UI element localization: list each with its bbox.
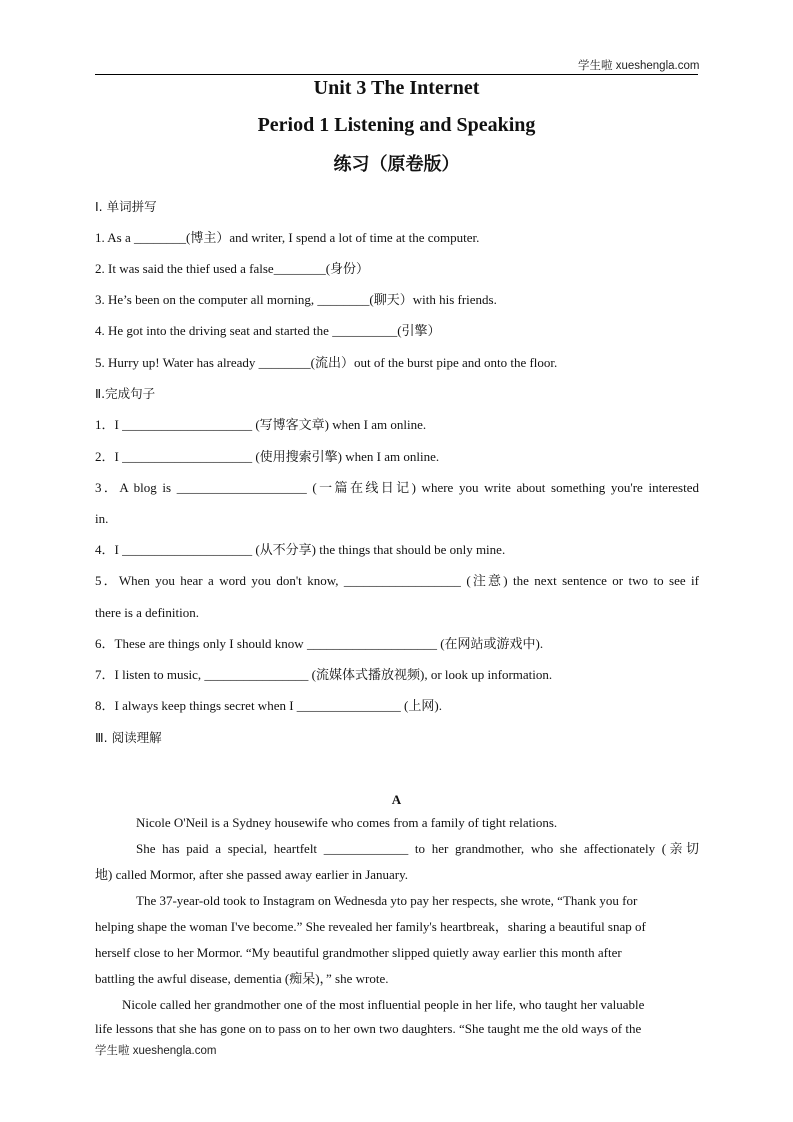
section1-item-2: 2. It was said the thief used a false________(身份） [95,261,370,276]
section2-item-6: 6．These are things only I should know ____________________ (在网站或游戏中). [95,636,544,651]
passage-line-6: herself close to her Mormor. “My beautiful grandmother slipped quietly away earlier this month after [95,945,622,960]
passage-line-9: life lessons that she has gone on to pass on to her own two daughters. “She taught me the old ways of the [95,1021,642,1036]
passage-line-4: The 37-year-old took to Instagram on Wednesda yto pay her respects, she wrote, “Thank you for [136,893,638,908]
period-title: Period 1 Listening and Speaking [257,114,536,136]
section3-heading: Ⅲ. 阅读理解 [95,730,162,745]
passage-line-8: Nicole called her grandmother one of the most influential people in her life, who taught her valuable [122,997,645,1012]
unit-title: Unit 3 The Internet [313,77,480,99]
section2-item-1: 1．I ____________________ (写博客文章) when I am online. [95,417,427,432]
section1-item-1: 1. As a ________(博主）and writer, I spend a lot of time at the computer. [95,230,480,245]
section2-item-7: 7．I listen to music, ________________ (流媒体式播放视频), or look up information. [95,667,553,682]
passage-line-1: Nicole O'Neil is a Sydney housewife who comes from a family of tight relations. [136,815,558,830]
passage-line-5: helping shape the woman I've become.” She revealed her family's heartbreak，sharing a beautiful snap of [95,919,646,934]
passage-line-2: She has paid a special, heartfelt _____________ to her grandmother, who she affectionately (亲切 [136,841,699,856]
footer-site-label: 学生啦 xueshengla.com [95,1045,217,1057]
section1-item-4: 4. He got into the driving seat and started the __________(引擎） [95,323,441,338]
section2-item-3: 3．A blog is ____________________ (一篇在线日记) where you write about something you're interested [95,480,699,495]
section2-item-8: 8．I always keep things secret when I ________________ (上网). [95,698,442,713]
passage-line-3: 地) called Mormor, after she passed away earlier in January. [95,867,409,882]
section2-item-5: 5．When you hear a word you don't know, __________________ (注意) the next sentence or two to see if [95,573,699,588]
section2-item-5-cont: there is a definition. [95,605,199,620]
section1-heading: Ⅰ. 单词拼写 [95,199,157,214]
passage-line-7: battling the awful disease, dementia (痴呆)，” she wrote. [95,971,389,986]
section1-item-5: 5. Hurry up! Water has already ________(流出）out of the burst pipe and onto the floor. [95,355,558,370]
header-site-label: 学生啦 xueshengla.com [578,60,700,72]
section2-item-4: 4．I ____________________ (从不分享) the things that should be only mine. [95,542,506,557]
section2-heading: Ⅱ.完成句子 [95,386,156,401]
section2-item-2: 2．I ____________________ (使用搜索引擎) when I am online. [95,449,440,464]
header-rule [95,74,698,75]
edition-title: 练习（原卷版） [333,154,460,175]
section2-item-3-cont: in. [95,511,109,526]
section1-item-3: 3. He’s been on the computer all morning, ________(聊天）with his friends. [95,292,497,307]
passage-label: A [391,792,402,807]
